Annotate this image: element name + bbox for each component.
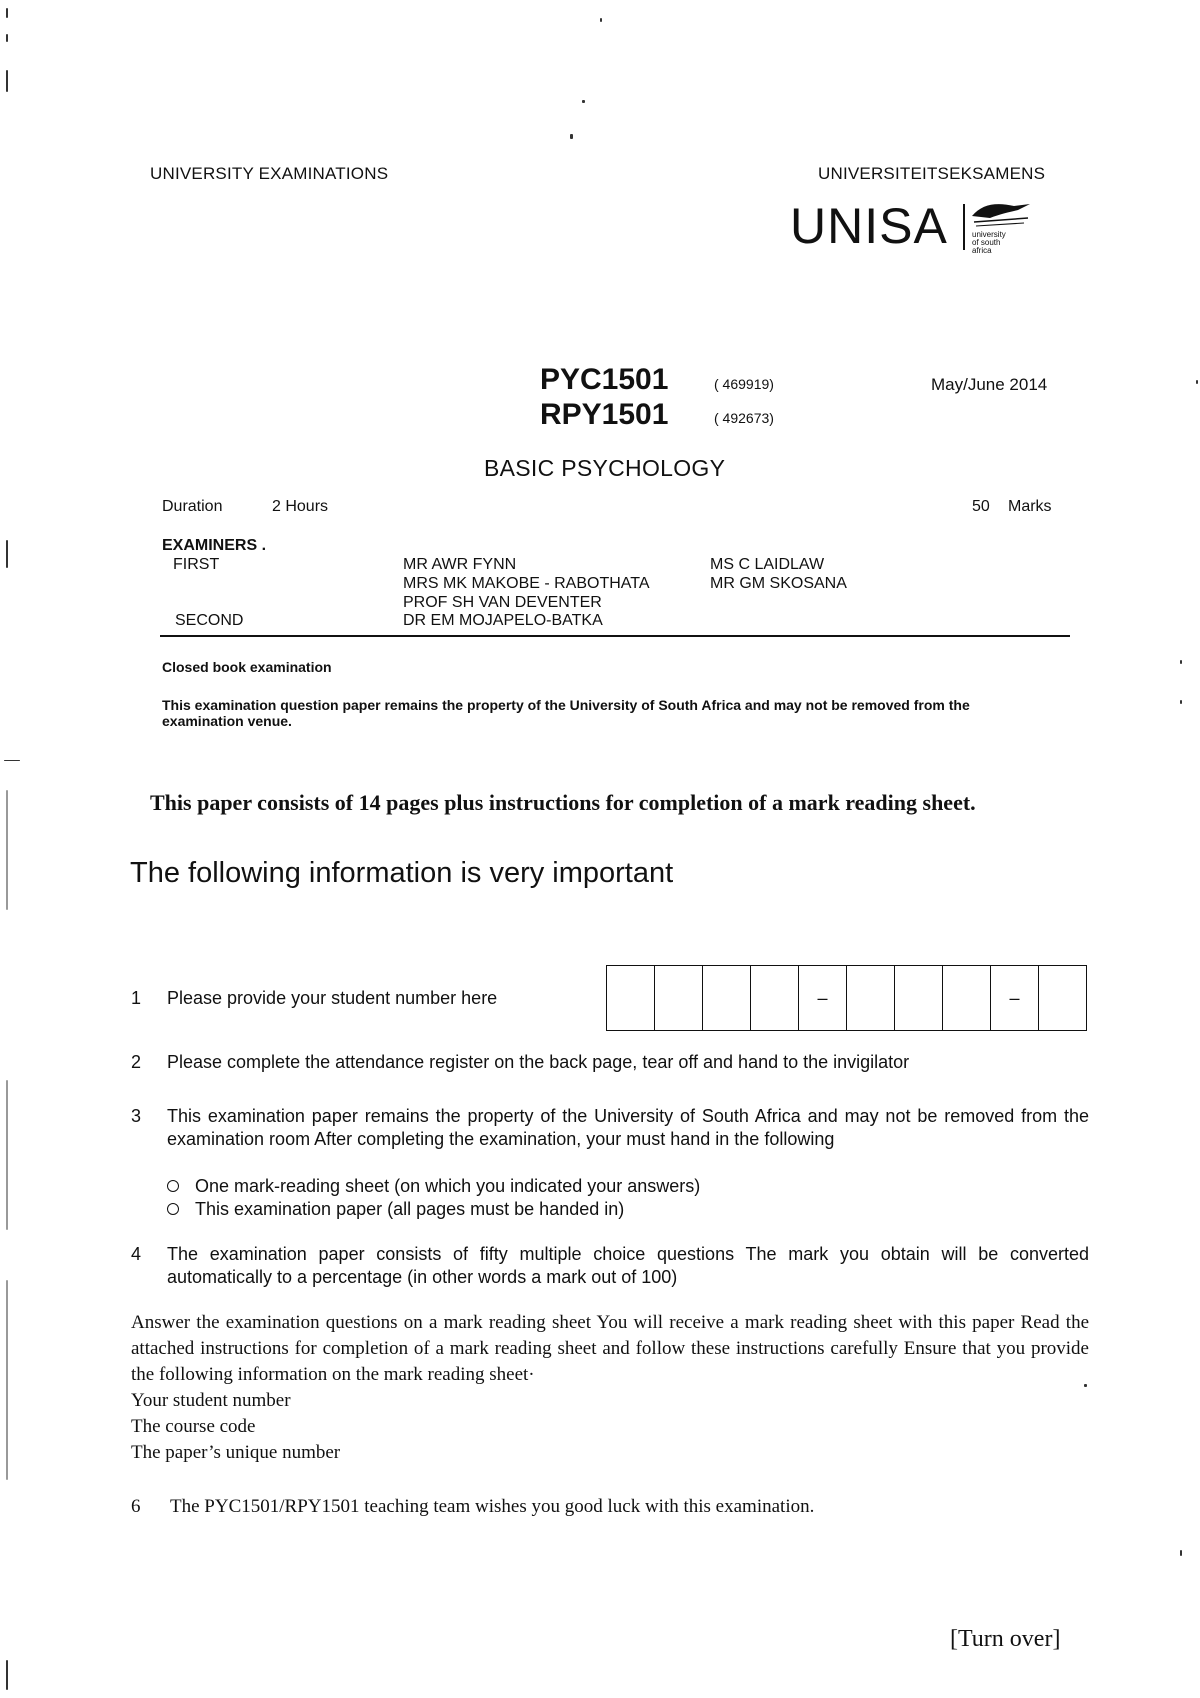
examiner-name: MR AWR FYNN — [403, 556, 517, 573]
circle-bullet-icon — [167, 1203, 179, 1215]
circle-bullet-icon — [167, 1180, 179, 1192]
header-right: UNIVERSITEITSEKSAMENS — [818, 164, 1046, 183]
list-item: This examination paper (all pages must be handed in) — [167, 1198, 700, 1221]
examiner-second-name: DR EM MOJAPELO-BATKA — [403, 612, 603, 629]
logo-bird-icon — [970, 200, 1032, 230]
examiners-first-col2 — [710, 555, 847, 593]
item-4-text: The examination paper consists of fifty multiple choice questions The mark you obtain will be converted automatically to a percentage (in other words a mark out of 100) — [167, 1244, 1089, 1287]
unique-number-1: ( 469919) — [714, 376, 774, 392]
student-number-box[interactable] — [751, 966, 799, 1030]
list-item: Your student number — [131, 1390, 291, 1411]
item-3-number: 3 — [131, 1106, 142, 1126]
student-number-box[interactable] — [1039, 966, 1086, 1030]
header-rule — [160, 635, 1070, 637]
examiners-heading: EXAMINERS . — [162, 537, 267, 554]
examiner-name: MRS MK MAKOBE - RABOTHATA — [403, 575, 650, 592]
item-4-number: 4 — [131, 1244, 142, 1264]
student-number-box[interactable] — [655, 966, 703, 1030]
unique-number-2: ( 492673) — [714, 410, 774, 426]
closed-book-label: Closed book examination — [162, 659, 332, 675]
property-notice: This examination question paper remains the property of the University of South Africa and may not be removed from the examination venue. — [162, 697, 970, 729]
list-item: The course code — [131, 1416, 256, 1437]
logo-word: UNISA — [790, 198, 948, 254]
answer-info-list — [131, 1388, 340, 1466]
examiners-second-label: SECOND — [175, 612, 244, 629]
marks-label: Marks — [1008, 498, 1052, 515]
item-6-number: 6 — [131, 1496, 141, 1517]
duration-value: 2 Hours — [272, 498, 329, 515]
examiners-first-col1 — [403, 555, 650, 612]
item-3-bullet-list — [167, 1175, 700, 1221]
student-number-boxes[interactable] — [606, 965, 1087, 1031]
student-number-separator: – — [991, 966, 1039, 1030]
examiners-first-label: FIRST — [173, 556, 220, 573]
important-heading: The following information is very important — [130, 857, 674, 889]
exam-date: May/June 2014 — [931, 375, 1048, 394]
page-count-statement: This paper consists of 14 pages plus instructions for completion of a mark reading sheet. — [150, 790, 976, 815]
item-1-number: 1 — [131, 988, 142, 1008]
marks-value: 50 — [972, 498, 990, 515]
examiner-name: MR GM SKOSANA — [710, 575, 847, 592]
student-number-box[interactable] — [895, 966, 943, 1030]
item-1-text: Please provide your student number here — [167, 988, 498, 1008]
answer-instructions: Answer the examination questions on a mark reading sheet You will receive a mark reading sheet with this paper Read the attached instructions for completion of a mark reading sheet and follow these instructions carefully Ensure that you provide the following information on the mark reading sheet· — [131, 1312, 1089, 1385]
logo-divider — [963, 204, 965, 250]
list-item: One mark-reading sheet (on which you indicated your answers) — [167, 1175, 700, 1198]
paper-title: BASIC PSYCHOLOGY — [484, 455, 726, 481]
examiner-name: PROF SH VAN DEVENTER — [403, 594, 602, 611]
item-2-text: Please complete the attendance register on the back page, tear off and hand to the invigilator — [167, 1052, 910, 1072]
course-code-1: PYC1501 — [540, 363, 669, 396]
item-3-text: This examination paper remains the property of the University of South Africa and may not be removed from the examination room After completing the examination, your must hand in the following — [167, 1106, 1089, 1149]
course-code-2: RPY1501 — [540, 398, 669, 431]
examiner-name: MS C LAIDLAW — [710, 556, 825, 573]
student-number-separator: – — [799, 966, 847, 1030]
header-left: UNIVERSITY EXAMINATIONS — [150, 164, 389, 183]
turn-over-label: [Turn over] — [950, 1626, 1061, 1652]
student-number-box[interactable] — [607, 966, 655, 1030]
student-number-box[interactable] — [847, 966, 895, 1030]
list-item: The paper’s unique number — [131, 1442, 341, 1463]
logo-tagline: university of south africa — [972, 230, 1006, 255]
item-6-text: The PYC1501/RPY1501 teaching team wishes you good luck with this examination. — [170, 1496, 815, 1517]
student-number-box[interactable] — [943, 966, 991, 1030]
student-number-box[interactable] — [703, 966, 751, 1030]
duration-label: Duration — [162, 498, 223, 515]
item-2-number: 2 — [131, 1052, 142, 1072]
